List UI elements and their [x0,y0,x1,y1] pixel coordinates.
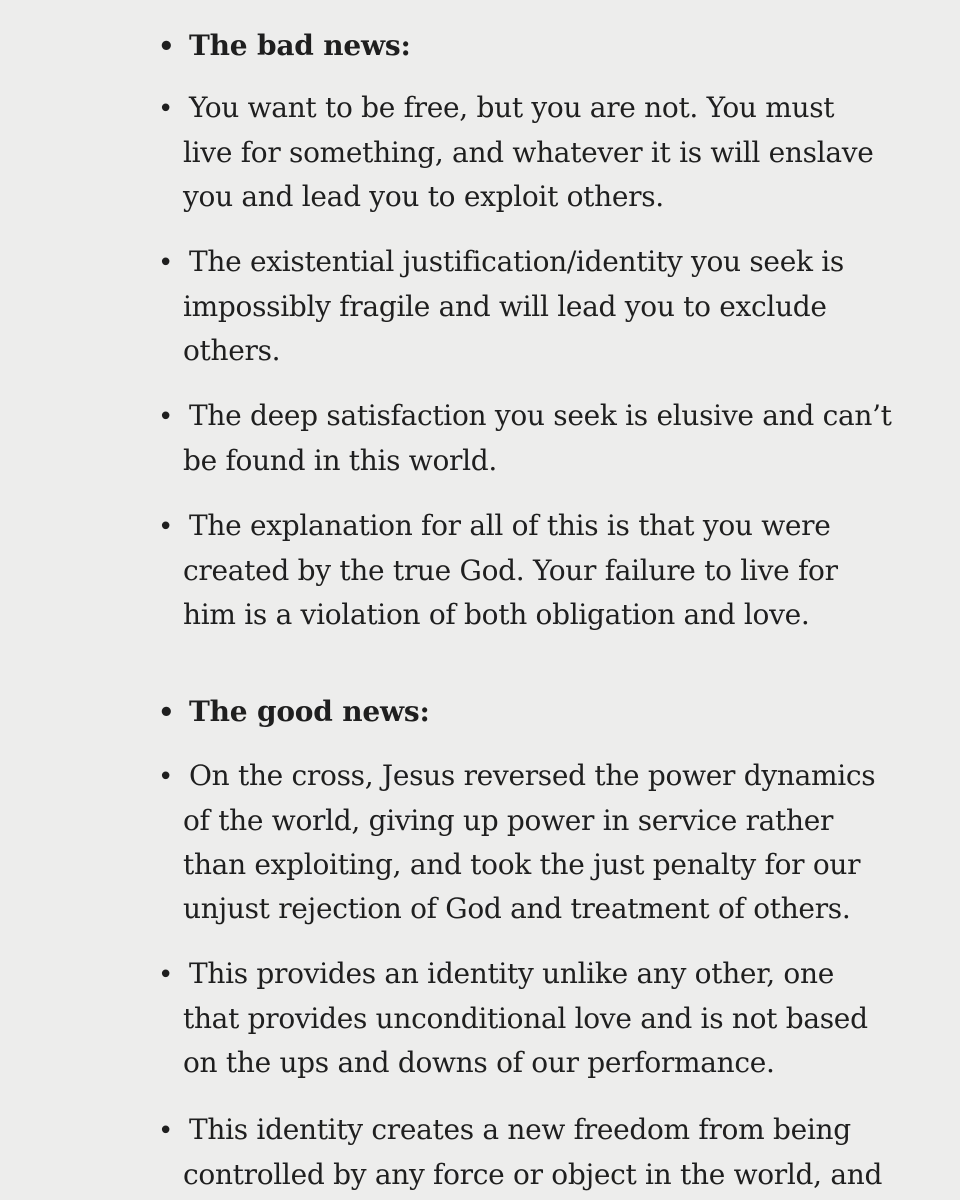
bullet-icon: • [158,960,174,990]
bullet-icon: • [158,1116,174,1146]
bad-news-item-3-line-1: The deep satisfaction you seek is elusive and can’t [189,399,892,432]
bad-news-item-1-line-1: You want to be free, but you are not. You must [189,91,835,124]
bad-news-item-1 [158,86,878,219]
bullet-icon: • [158,94,174,124]
bullet-icon: • [158,402,174,432]
bad-news-item-3 [158,394,892,483]
good-news-item-1-line-2: of the world, giving up power in service rather [183,804,834,837]
bad-news-item-3-line-2: be found in this world. [183,444,497,477]
bad-news-item-2-line-1: The existential justification/identity you seek is [189,245,844,278]
bullet-icon: • [158,32,175,62]
good-news-heading [158,692,430,733]
good-news-item-1-line-4: unjust rejection of God and treatment of others. [183,892,851,925]
bad-news-item-2-line-3: others. [183,334,281,367]
good-news-item-1-line-1: On the cross, Jesus reversed the power dynamics [189,759,876,792]
good-news-item-2-line-1: This provides an identity unlike any other, one [189,957,834,990]
bad-news-heading [158,26,411,67]
bad-news-item-4 [158,504,878,637]
good-news-item-2 [158,952,878,1085]
bad-news-item-4-line-1: The explanation for all of this is that you were [189,509,831,542]
bullet-icon: • [158,698,175,728]
bad-news-item-1-line-2: live for something, and whatever it is will enslave [183,136,874,169]
good-news-item-3 [158,1108,883,1197]
bad-news-item-2-line-2: impossibly fragile and will lead you to exclude [183,290,827,323]
good-news-item-3-line-1: This identity creates a new freedom from being [189,1113,851,1146]
good-news-item-3-line-2: controlled by any force or object in the world, and [183,1158,883,1191]
good-news-item-2-line-2: that provides unconditional love and is not based [183,1002,868,1035]
bad-news-item-2 [158,240,878,373]
bullet-icon: • [158,248,174,278]
bad-news-item-1-line-3: you and lead you to exploit others. [183,180,664,213]
bad-news-item-4-line-2: created by the true God. Your failure to live for [183,554,838,587]
good-news-item-1 [158,754,878,931]
good-news-item-2-line-3: on the ups and downs of our performance. [183,1046,775,1079]
bad-news-heading-text: The bad news: [189,29,411,62]
bad-news-item-4-line-3: him is a violation of both obligation and love. [183,598,810,631]
good-news-item-1-line-3: than exploiting, and took the just penalty for our [183,848,861,881]
good-news-heading-text: The good news: [189,695,430,728]
bullet-icon: • [158,512,174,542]
bullet-icon: • [158,762,174,792]
